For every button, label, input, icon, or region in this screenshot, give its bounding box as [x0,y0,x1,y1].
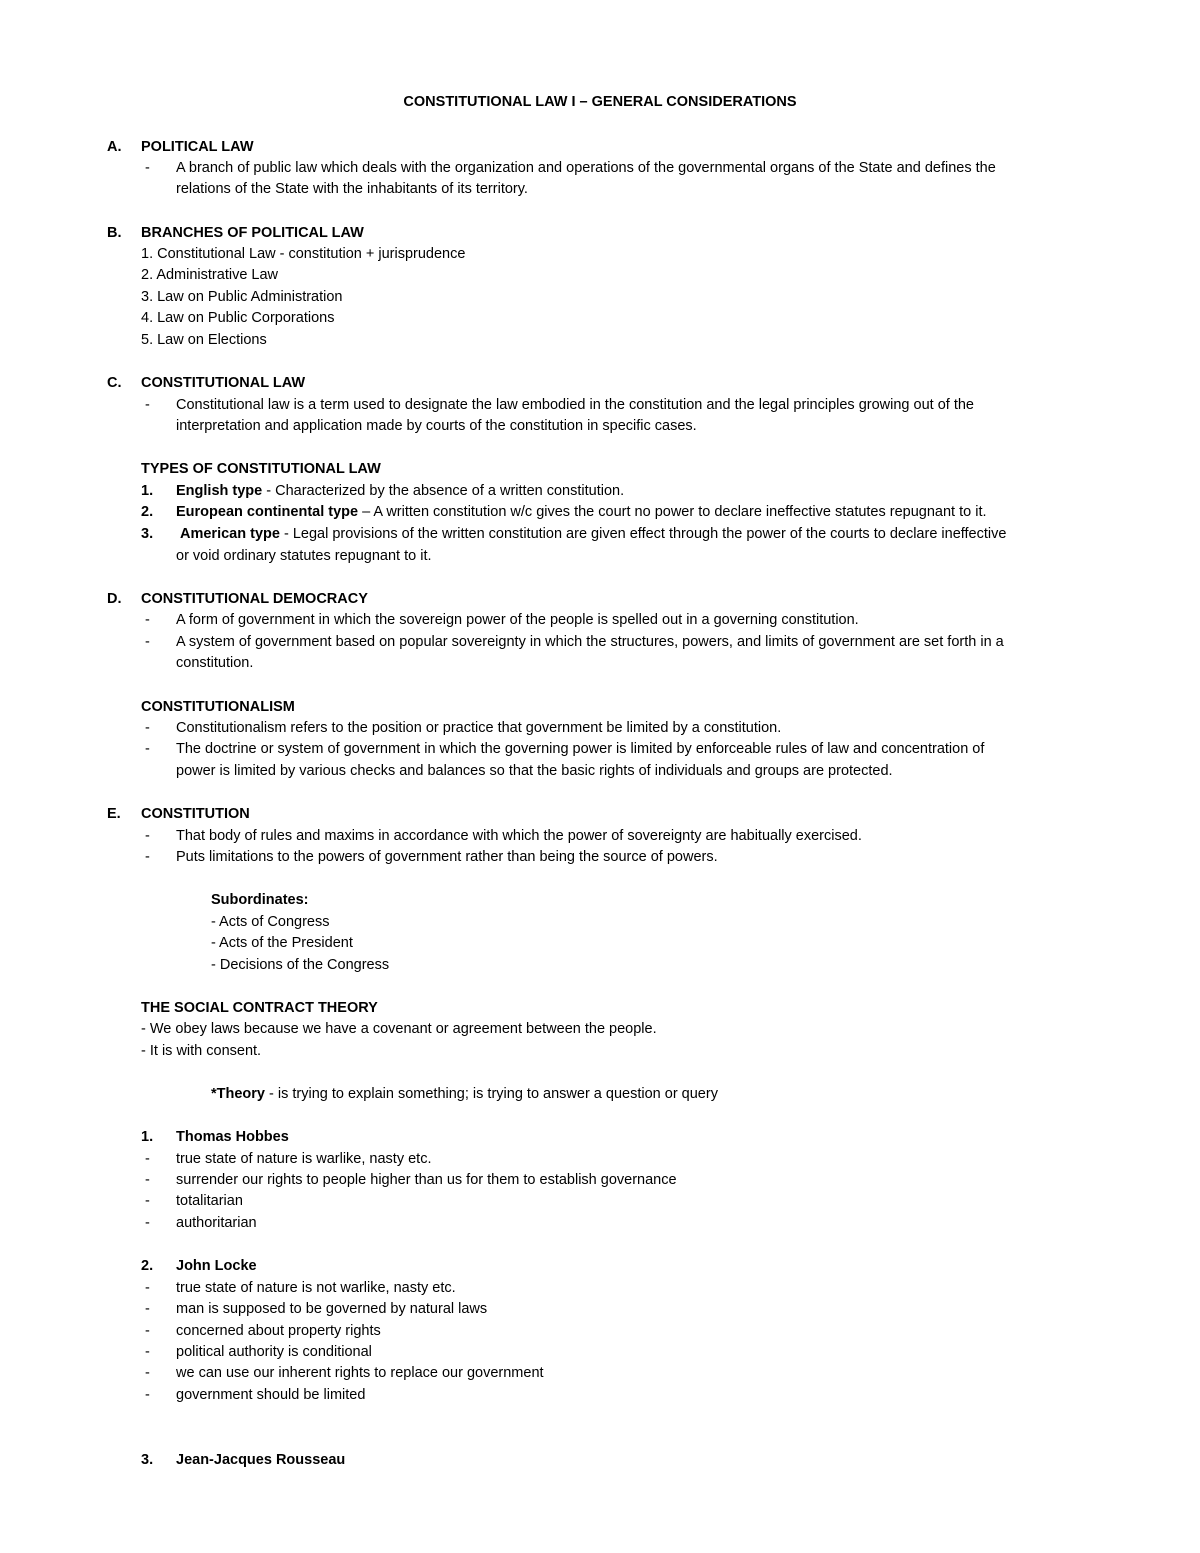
list-item: 1. Constitutional Law - constitution + jurisprudence [141,246,466,262]
thinker-point: authoritarian [176,1215,257,1231]
bullet-text: power is limited by various checks and balances so that the basic rights of individuals and groups are protected. [176,763,893,779]
bullet-dash: - [145,397,150,413]
thinker-name: John Locke [176,1258,257,1274]
bullet-text: A form of government in which the sovereign power of the people is spelled out in a governing constitution. [176,612,859,628]
subordinate-item: - Acts of the President [211,935,353,951]
theory-desc: - is trying to explain something; is trying to answer a question or query [265,1086,718,1102]
subordinate-item: - Acts of Congress [211,914,330,930]
bullet-dash: - [145,1215,150,1231]
list-item: 5. Law on Elections [141,332,267,348]
section-d-heading: CONSTITUTIONAL DEMOCRACY [141,591,368,607]
bullet-text: Constitutional law is a term used to designate the law embodied in the constitution and the legal principles growing out of the [176,397,974,413]
social-contract-line: - It is with consent. [141,1043,262,1059]
social-contract-heading: THE SOCIAL CONTRACT THEORY [141,1000,378,1016]
bullet-dash: - [145,849,150,865]
section-d-letter: D. [107,591,122,607]
thinker-name: Thomas Hobbes [176,1129,289,1145]
section-e-letter: E. [107,806,121,822]
thinker-point: true state of nature is not warlike, nasty etc. [176,1280,456,1296]
bullet-text: interpretation and application made by courts of the constitution in specific cases. [176,418,697,434]
type-desc: - Legal provisions of the written constitution are given effect through the power of the courts to declare ineffective [279,526,1007,542]
type-entry [180,524,1006,545]
bullet-dash: - [145,1193,150,1209]
bullet-dash: - [145,1172,150,1188]
thinker-point: government should be limited [176,1387,366,1403]
thinker-name: Jean-Jacques Rousseau [176,1452,346,1468]
type-number: 1. [141,483,154,499]
thinker-point: surrender our rights to people higher than us for them to establish governance [176,1172,677,1188]
theory-term: *Theory [211,1086,265,1102]
bullet-text: Constitutionalism refers to the position or practice that government be limited by a constitution. [176,720,782,736]
bullet-text: A branch of public law which deals with the organization and operations of the governmental organs of the State and defines the [176,160,996,176]
bullet-text: A system of government based on popular sovereignty in which the structures, powers, and limits of government are set forth in a [176,634,1004,650]
type-term: English type [176,483,263,499]
bullet-dash: - [145,720,150,736]
list-item: 3. Law on Public Administration [141,289,343,305]
page-title: CONSTITUTIONAL LAW I – GENERAL CONSIDERATIONS [403,94,797,110]
social-contract-line: - We obey laws because we have a covenant or agreement between the people. [141,1021,657,1037]
thinker-point: political authority is conditional [176,1344,372,1360]
thinker-number: 1. [141,1129,154,1145]
bullet-dash: - [145,741,150,757]
bullet-dash: - [145,1344,150,1360]
thinker-number: 2. [141,1258,154,1274]
type-desc: – A written constitution w/c gives the court no power to declare ineffective statutes repugnant to it. [358,504,987,520]
section-a-heading: POLITICAL LAW [141,139,254,155]
bullet-text: relations of the State with the inhabitants of its territory. [176,181,528,197]
bullet-text: That body of rules and maxims in accordance with which the power of sovereignty are habitually exercised. [176,828,862,844]
thinker-point: true state of nature is warlike, nasty etc. [176,1151,432,1167]
bullet-text: Puts limitations to the powers of government rather than being the source of powers. [176,849,718,865]
type-term: American type [180,526,280,542]
section-a-letter: A. [107,139,122,155]
type-number: 3. [141,526,154,542]
bullet-dash: - [145,828,150,844]
constitutionalism-heading: CONSTITUTIONALISM [141,699,295,715]
bullet-dash: - [145,634,150,650]
thinker-point: man is supposed to be governed by natural laws [176,1301,488,1317]
section-b-letter: B. [107,225,122,241]
type-number: 2. [141,504,154,520]
bullet-dash: - [145,1151,150,1167]
type-entry [176,502,987,523]
thinker-point: totalitarian [176,1193,243,1209]
type-desc-continued: or void ordinary statutes repugnant to it. [176,548,432,564]
bullet-dash: - [145,1301,150,1317]
bullet-dash: - [145,1323,150,1339]
section-c-heading: CONSTITUTIONAL LAW [141,375,306,391]
bullet-dash: - [145,160,150,176]
thinker-number: 3. [141,1452,154,1468]
subordinate-item: - Decisions of the Congress [211,957,390,973]
section-c-letter: C. [107,375,122,391]
bullet-dash: - [145,1365,150,1381]
type-desc: - Characterized by the absence of a written constitution. [262,483,625,499]
section-e-heading: CONSTITUTION [141,806,250,822]
bullet-text: constitution. [176,655,254,671]
list-item: 4. Law on Public Corporations [141,310,335,326]
section-b-heading: BRANCHES OF POLITICAL LAW [141,225,364,241]
bullet-dash: - [145,612,150,628]
types-heading: TYPES OF CONSTITUTIONAL LAW [141,461,381,477]
type-entry [176,481,624,502]
bullet-dash: - [145,1280,150,1296]
bullet-text: The doctrine or system of government in which the governing power is limited by enforceable rules of law and concentration of [176,741,985,757]
subordinates-heading: Subordinates: [211,892,309,908]
theory-note [211,1084,718,1105]
list-item: 2. Administrative Law [141,267,279,283]
type-term: European continental type [176,504,359,520]
bullet-dash: - [145,1387,150,1403]
thinker-point: we can use our inherent rights to replace our government [176,1365,544,1381]
thinker-point: concerned about property rights [176,1323,381,1339]
